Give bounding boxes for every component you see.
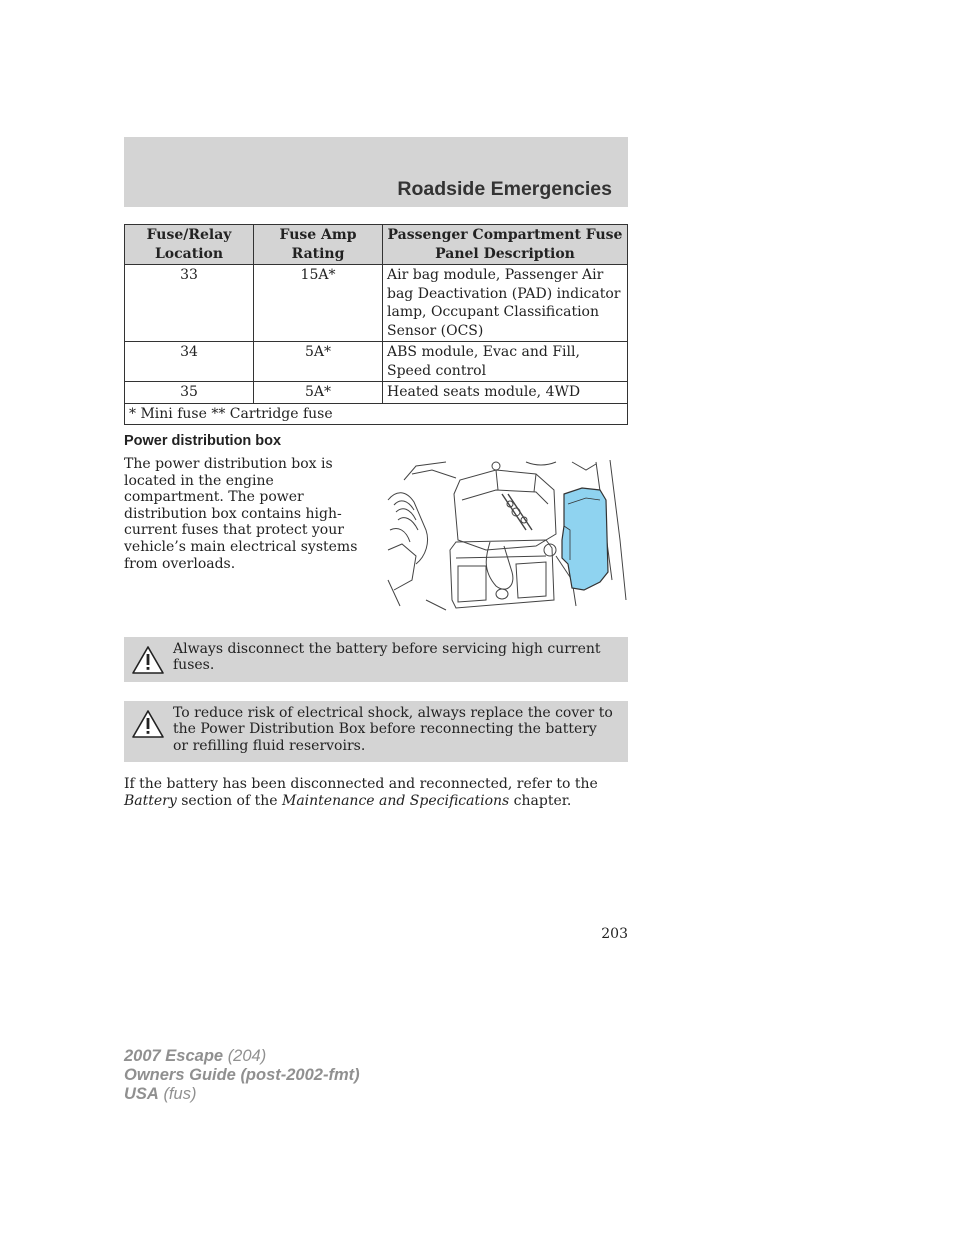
table-header-row [125,225,628,265]
footer-market-code: (fus) [163,1085,197,1103]
cell-location: 34 [125,342,254,382]
warning-text: Always disconnect the battery before servicing high current fuses. [173,641,601,674]
cell-rating: 5A* [254,382,383,404]
cell-rating: 15A* [254,265,383,342]
table-row [125,342,628,382]
table-footnote-row [125,403,628,425]
footer-line-guide [124,1066,360,1085]
footer-line-model [124,1047,360,1066]
header-location-line1: Fuse/Relay [146,227,232,243]
closing-text-part2: section of the [176,793,282,809]
warning-triangle-icon [131,645,165,675]
warning-triangle-icon [131,709,165,739]
header-description [383,225,628,265]
engine-compartment-illustration [386,460,629,612]
table-row [125,382,628,404]
table-row [125,265,628,342]
closing-text-part1: If the battery has been disconnected and reconnected, refer to the [124,776,598,792]
intro-paragraph: The power distribution box is located in the engine compartment. The power distribution box contains high-current fuses that protect your vehicle’s main electrical systems from overloads. [124,456,358,572]
header-desc-line2: Panel Description [435,245,575,262]
footer-line-market [124,1085,360,1104]
closing-paragraph [124,776,628,810]
footer-model-code: (204) [227,1047,267,1065]
cell-description: ABS module, Evac and Fill, Speed control [383,342,628,382]
section-heading: Power distribution box [124,433,282,449]
document-footer [124,1047,360,1104]
footer-model: 2007 Escape [124,1047,224,1065]
header-desc-line1: Passenger Compartment Fuse [387,227,623,243]
chapter-header-band [124,137,628,207]
chapter-title: Roadside Emergencies [397,178,612,200]
fuse-table [124,224,628,425]
battery-section-reference: Battery [124,793,177,809]
warning-text: To reduce risk of electrical shock, always replace the cover to the Power Distribution Box before reconnecting the battery or refilling fluid reservoirs. [173,705,613,754]
cell-description: Air bag module, Passenger Air bag Deactivation (PAD) indicator lamp, Occupant Classification Sensor (OCS) [383,265,628,342]
cell-rating: 5A* [254,342,383,382]
header-amp-line2: Rating [291,245,345,262]
warning-box [124,637,628,682]
header-amp-rating [254,225,383,265]
footer-market: USA [124,1085,159,1103]
cell-description: Heated seats module, 4WD [383,382,628,404]
page-number: 203 [601,926,628,942]
chapter-reference: Maintenance and Specifications [281,793,510,809]
cell-location: 35 [125,382,254,404]
header-location-line2: Location [154,245,224,262]
warning-box [124,701,628,762]
cell-location: 33 [125,265,254,342]
header-location [125,225,254,265]
header-amp-line1: Fuse Amp [279,227,357,243]
footer-guide: Owners Guide (post-2002-fmt) [124,1066,360,1084]
closing-text-part3: chapter. [509,793,572,809]
table-footnote: * Mini fuse ** Cartridge fuse [125,403,628,425]
